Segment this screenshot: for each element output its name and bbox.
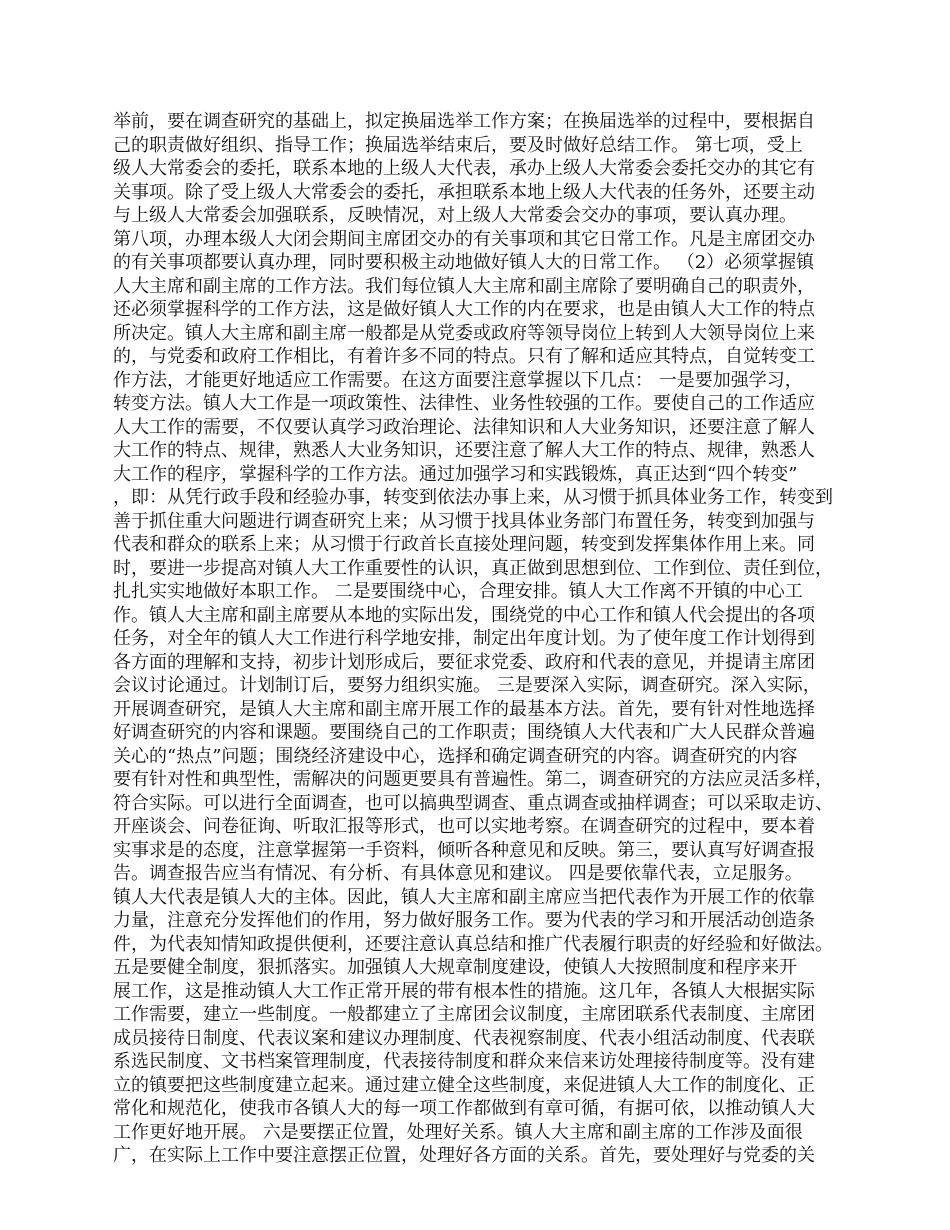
paragraph-line: 代表和群众的联系上来；从习惯于行政首长直接处理问题，转变到发挥集体作用上来。同 (113, 534, 815, 555)
paragraph-line: 关事项。除了受上级人大常委会的委托，承担联系本地上级人大代表的任务外，还要主动 (113, 181, 815, 203)
paragraph-line: 善于抓住重大问题进行调查研究上来；从习惯于找具体业务部门布置任务，转变到加强与 (113, 510, 815, 532)
paragraph-line: 扎扎实实地做好本职工作。 二是要围绕中心，合理安排。镇人大工作离不开镇的中心工 (113, 581, 803, 602)
paragraph-line: 会议讨论通过。计划制订后，要努力组织实施。 三是要深入实际，调查研究。深入实际， (113, 675, 821, 696)
paragraph-line: 五是要健全制度，狠抓落实。加强镇人大规章制度建设，使镇人大按照制度和程序来开 (113, 957, 797, 978)
paragraph-line: 要有针对性和典型性，需解决的问题更要具有普遍性。第二，调查研究的方法应灵活多样， (113, 769, 833, 790)
paragraph-line: 成员接待日制度、代表议案和建议办理制度、代表视察制度、代表小组活动制度、代表联 (113, 1027, 815, 1049)
paragraph-line: 常化和规范化，使我市各镇人大的每一项工作都做到有章可循，有据可依，以推动镇人大 (113, 1098, 815, 1119)
paragraph-line: 立的镇要把这些制度建立起来。通过建立健全这些制度，来促进镇人大工作的制度化、正 (113, 1074, 815, 1096)
paragraph-line: 举前，要在调查研究的基础上，拟定换届选举工作方案；在换届选举的过程中，要根据自 (113, 111, 815, 132)
paragraph-line: 力量，注意充分发挥他们的作用，努力做好服务工作。要为代表的学习和开展活动创造条 (113, 910, 815, 931)
paragraph-line: 所决定。镇人大主席和副主席一般都是从党委或政府等领导岗位上转到人大领导岗位上来 (113, 322, 815, 344)
paragraph-line: 各方面的理解和支持，初步计划形成后，要征求党委、政府和代表的意见，并提请主席团 (113, 651, 815, 673)
paragraph-line: 镇人大代表是镇人大的主体。因此，镇人大主席和副主席应当把代表作为开展工作的依靠 (113, 886, 815, 908)
paragraph-line: 实事求是的态度，注意掌握第一手资料，倾听各种意见和反映。第三，要认真写好调查报 (113, 839, 815, 861)
paragraph-line: 广，在实际上工作中要注意摆正位置，处理好各方面的关系。首先，要处理好与党委的关 (113, 1145, 815, 1166)
paragraph-line: 开展调查研究，是镇人大主席和副主席开展工作的最基本方法。首先，要有针对性地选择 (113, 698, 815, 720)
paragraph-line: 的，与党委和政府工作相比，有着许多不同的特点。只有了解和适应其特点，自觉转变工 (113, 346, 815, 367)
paragraph-line: 大工作的程序，掌握科学的工作方法。通过加强学习和实践锻炼，真正达到“四个转变” (113, 463, 798, 485)
paragraph-line: 人大主席和副主席的工作方法。我们每位镇人大主席和副主席除了要明确自己的职责外， (113, 275, 815, 297)
paragraph-line: 己的职责做好组织、指导工作；换届选举结束后，要及时做好总结工作。 第七项，受上 (113, 134, 803, 156)
paragraph-line: 转变方法。镇人大工作是一项政策性、法律性、业务性较强的工作。要使自己的工作适应 (113, 393, 815, 414)
paragraph-line: 时，要进一步提高对镇人大工作重要性的认识，真正做到思想到位、工作到位、责任到位， (113, 557, 833, 579)
paragraph-line: 作方法，才能更好地适应工作需要。在这方面要注意掌握以下几点： 一是要加强学习， (113, 369, 803, 391)
paragraph-line: 大工作的特点、规律，熟悉人大业务知识，还要注意了解人大工作的特点、规律，熟悉人 (113, 440, 815, 461)
paragraph-line: 第八项，办理本级人大闭会期间主席团交办的有关事项和其它日常工作。凡是主席团交办 (113, 228, 815, 250)
paragraph-line: 件，为代表知情知政提供便利，还要注意认真总结和推广代表履行职责的好经验和好做法。 (113, 933, 833, 955)
paragraph-line: 人大工作的需要，不仅要认真学习政治理论、法律知识和人大业务知识，还要注意了解人 (113, 416, 815, 438)
paragraph-line: 还必须掌握科学的工作方法，这是做好镇人大工作的内在要求，也是由镇人大工作的特点 (113, 299, 815, 320)
paragraph-line: 好调查研究的内容和课题。要围绕自己的工作职责；围绕镇人大代表和广大人民群众普遍 (113, 722, 815, 743)
paragraph-line: 与上级人大常委会加强联系，反映情况，对上级人大常委会交办的事项，要认真办理。 (113, 205, 797, 226)
paragraph-line: 工作更好地开展。 六是要摆正位置，处理好关系。镇人大主席和副主席的工作涉及面很 (113, 1121, 803, 1143)
paragraph-line: 级人大常委会的委托，联系本地的上级人大代表，承办上级人大常委会委托交办的其它有 (113, 158, 815, 179)
paragraph-line: 展工作，这是推动镇人大工作正常开展的带有根本性的措施。这几年，各镇人大根据实际 (113, 980, 815, 1002)
paragraph-line: ，即：从凭行政手段和经验办事，转变到依法办事上来，从习惯于抓具体业务工作，转变到 (113, 487, 833, 508)
document-body (113, 110, 839, 1168)
paragraph-line: 系选民制度、文书档案管理制度，代表接待制度和群众来信来访处理接待制度等。没有建 (113, 1051, 815, 1072)
paragraph-line: 开座谈会、问卷征询、听取汇报等形式，也可以实地考察。在调查研究的过程中，要本着 (113, 816, 815, 837)
paragraph-line: 告。调查报告应当有情况、有分析、有具体意见和建议。 四是要依靠代表，立足服务。 (113, 863, 803, 884)
paragraph-line: 工作需要，建立一些制度。一般都建立了主席团会议制度，主席团联系代表制度、主席团 (113, 1004, 815, 1025)
paragraph-line: 的有关事项都要认真办理，同时要积极主动地做好镇人大的日常工作。 （2）必须掌握镇 (113, 252, 815, 273)
paragraph-line: 任务，对全年的镇人大工作进行科学地安排，制定出年度计划。为了使年度工作计划得到 (113, 628, 815, 649)
paragraph-line: 关心的“热点”问题；围绕经济建设中心，选择和确定调查研究的内容。调查研究的内容 (113, 745, 798, 767)
paragraph-line: 作。镇人大主席和副主席要从本地的实际出发，围绕党的中心工作和镇人代会提出的各项 (113, 604, 815, 626)
paragraph-line: 符合实际。可以进行全面调查，也可以搞典型调查、重点调查或抽样调查；可以采取走访、 (113, 792, 833, 814)
